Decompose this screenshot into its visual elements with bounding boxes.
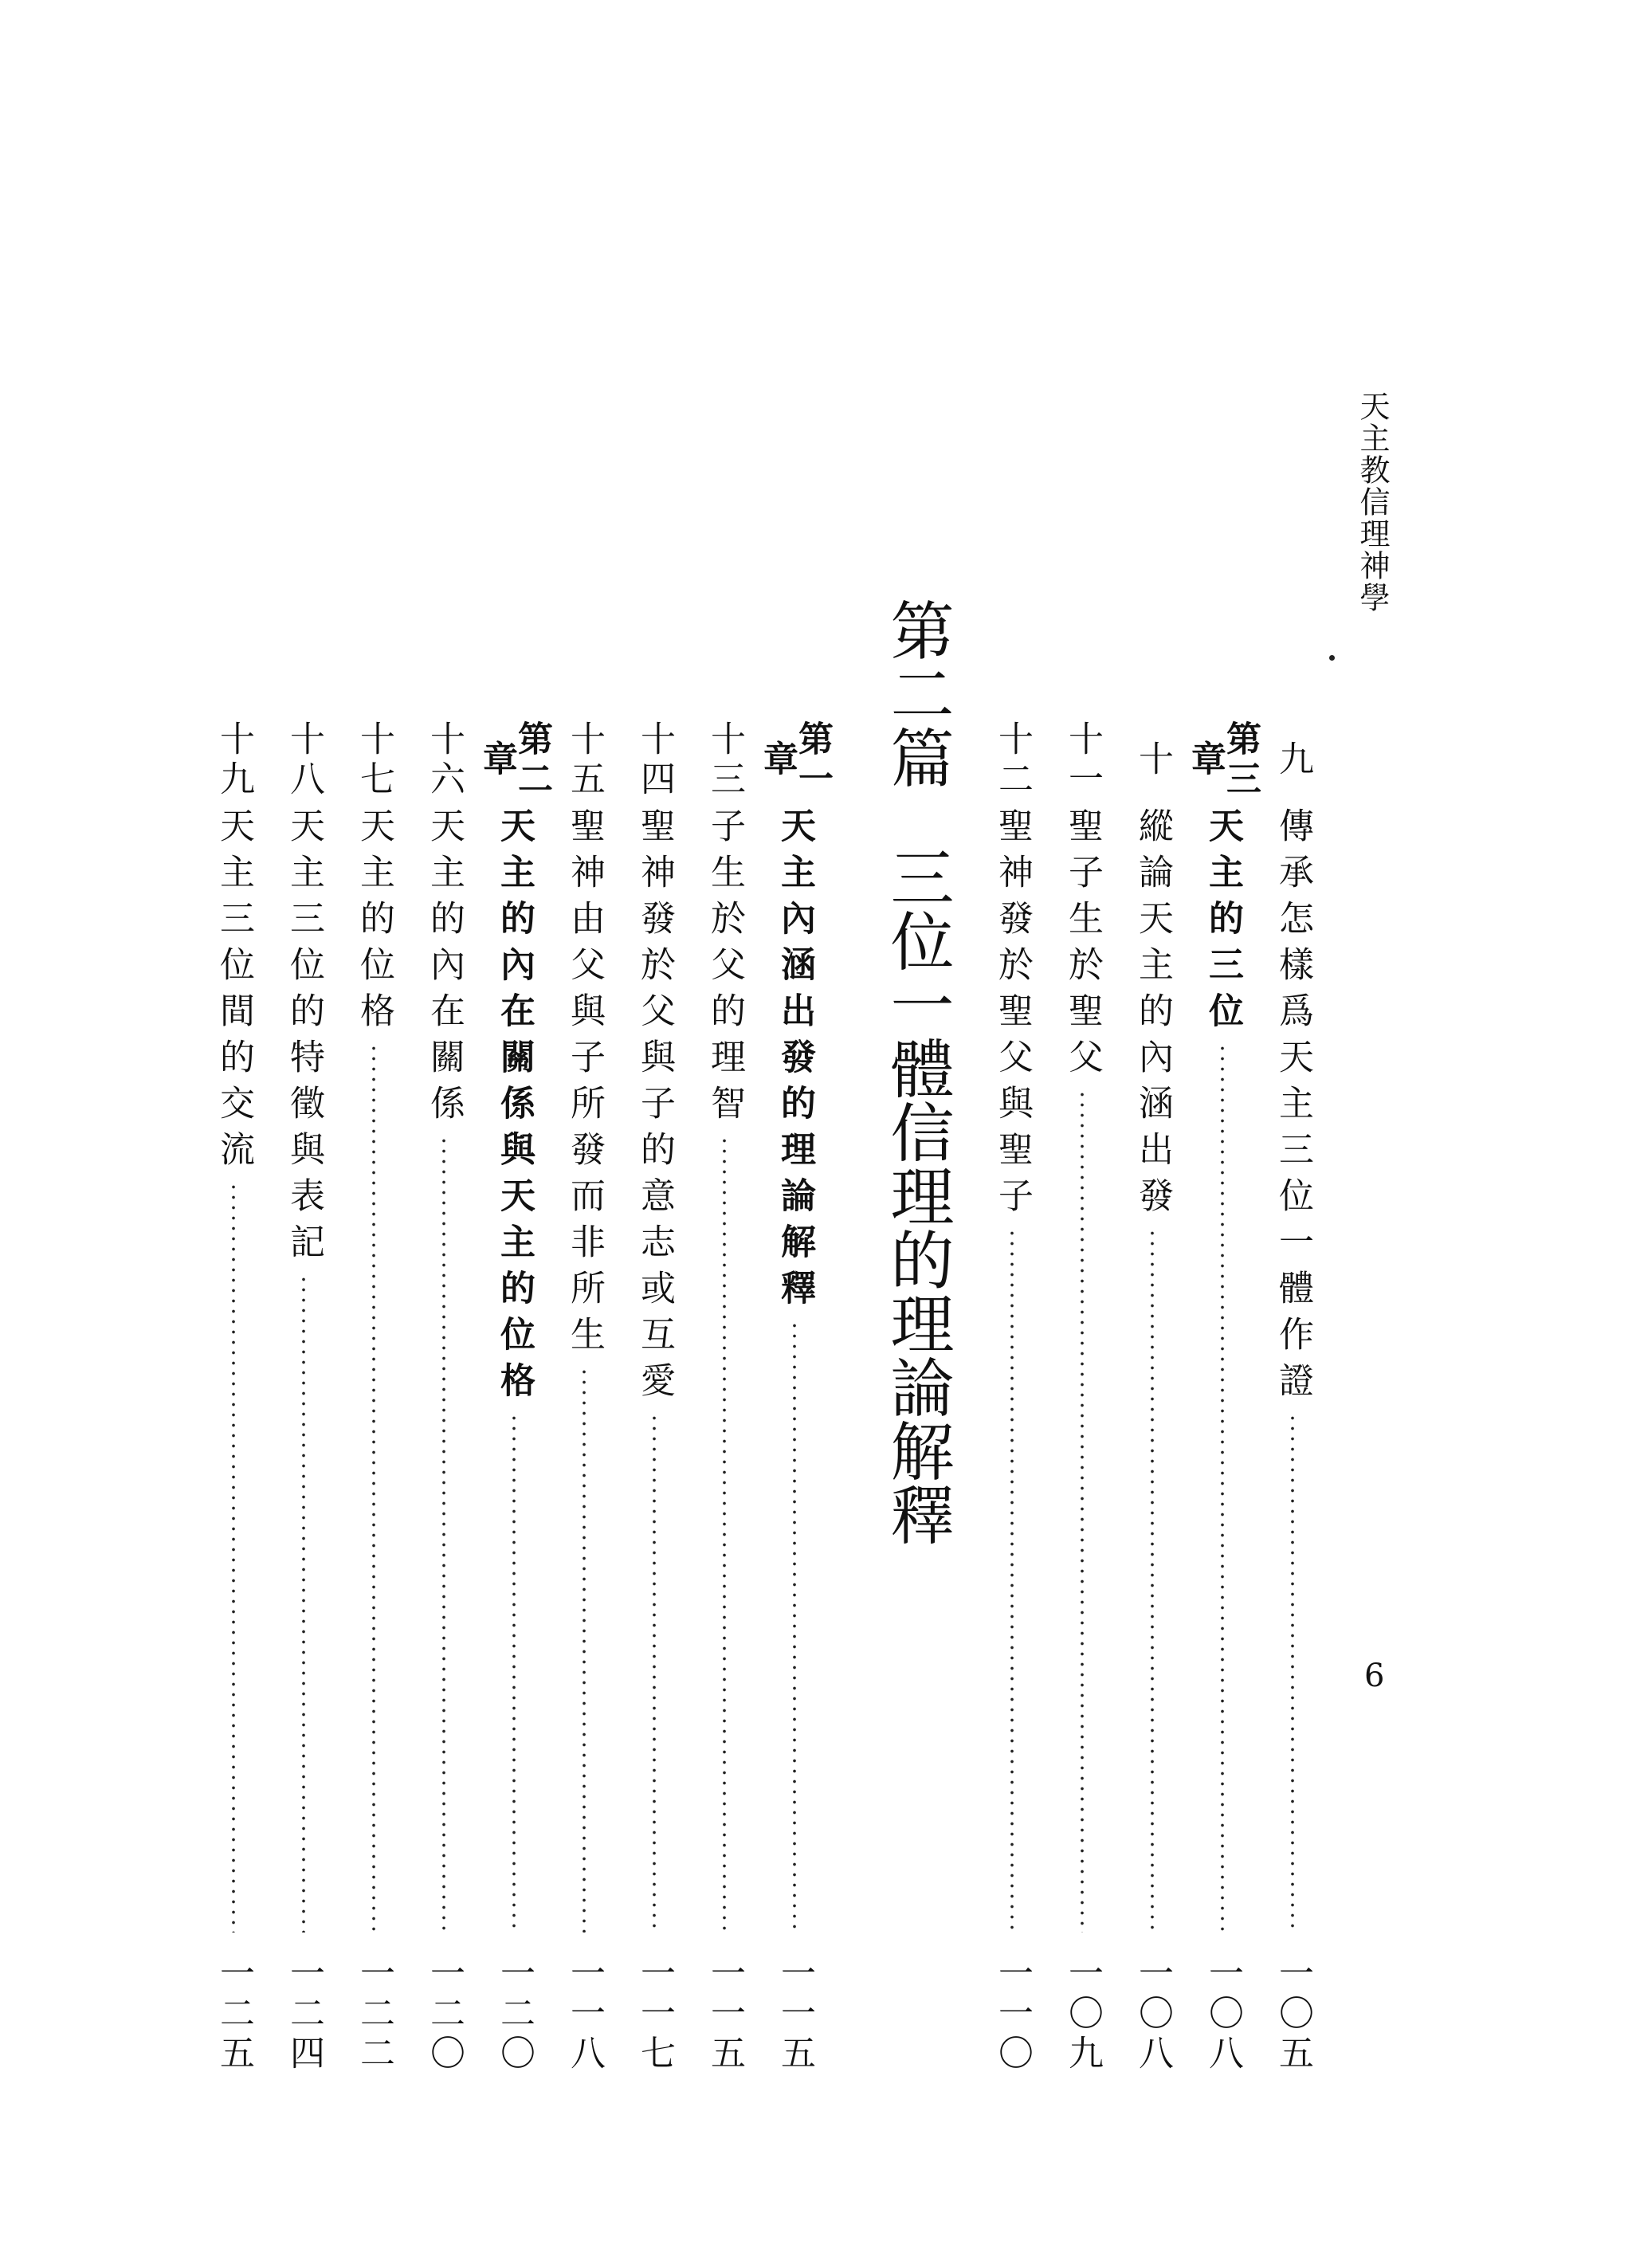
toc-entry-page: 一二〇 [494,1954,535,2074]
toc-entry-number: 十 [1132,740,1173,780]
toc-entry [695,713,754,2088]
toc-entry-title: 天主的內在關係與天主的位格 [494,807,535,1408]
toc-entry-page: 一二二 [354,1954,394,2074]
toc-entry-number: 十九 [214,720,254,800]
toc-entry [625,713,684,2088]
toc-entry [274,713,333,2088]
dot-leader [302,1274,305,1933]
toc-entry-number: 九 [1273,740,1313,780]
toc-entry-number: 十二 [992,720,1033,800]
toc-entry-number: 十四 [634,720,675,800]
dot-leader [512,1413,516,1933]
toc-entry [1053,713,1112,2088]
toc-entry-title: 聖神發於父與子的意志或互愛 [634,807,675,1408]
toc-entry-number: 十三 [704,720,745,800]
dot-leader [653,1413,656,1933]
dot-leader [583,1367,586,1933]
toc-entry [204,713,263,2088]
toc-entry-page: 一二五 [214,1954,254,2074]
dot-leader [1010,1228,1014,1933]
toc-chapter [1185,713,1261,2088]
toc-chapter [477,713,552,2088]
toc-entry-title: 天主的三位 [1202,807,1243,1038]
toc-entry-number: 第一章 [757,720,833,800]
ink-mark [1329,655,1335,661]
dot-leader [1081,1089,1084,1933]
toc-entry-title: 天主的內在關係 [424,807,465,1131]
toc-entry-title: 聖子生於聖父 [1062,807,1103,1085]
toc-entry-number: 十七 [354,720,394,800]
running-header: 天主教信理神學 [1355,390,1390,614]
toc-entry-page: 一二〇 [424,1954,465,2074]
toc-entry-title: 聖神由父與子所發而非所生 [564,807,605,1362]
toc-entry-title: 天主三位間的交流 [214,807,254,1177]
toc-entry-page: 一二四 [284,1954,324,2074]
toc-entry [555,713,614,2088]
toc-entry-page: 一一〇 [992,1954,1033,2074]
dot-leader [372,1043,375,1933]
part-number: 第二篇 [880,598,954,789]
toc-entry-page: 一一五 [775,1954,815,2074]
toc-entry-page: 一〇八 [1202,1954,1243,2074]
dot-leader [442,1136,445,1933]
toc-entry-page: 一〇九 [1062,1954,1103,2074]
toc-entry-number: 第二章 [477,720,552,800]
toc-entry-number: 十五 [564,720,605,800]
dot-leader [793,1320,796,1933]
dot-leader [1291,1413,1294,1933]
toc-entry-number: 十六 [424,720,465,800]
toc-chapter [757,713,833,2088]
toc-entry-title: 天主內涵出發的理論解釋 [775,807,815,1316]
dot-leader [1221,1043,1224,1933]
toc-entry [1263,713,1322,2088]
dot-leader [232,1182,235,1933]
toc-entry-title: 聖神發於聖父與聖子 [992,807,1033,1223]
toc-entry-number: 十一 [1062,720,1103,800]
toc-entry-title: 縱論天主的內涵出發 [1132,807,1173,1223]
toc-entry-page: 一〇八 [1132,1954,1173,2074]
toc-entry-page: 一一七 [634,1954,675,2074]
toc-entry [1123,713,1182,2088]
toc-entry-page: 一一八 [564,1954,605,2074]
toc-entry-title: 天主三位的特徵與表記 [284,807,324,1269]
toc-entry [414,713,473,2088]
dot-leader [723,1136,726,1933]
part-title: 三位一體信理的理論解釋 [880,845,954,1546]
toc-entry-page: 一一五 [704,1954,745,2074]
dot-leader [1151,1228,1154,1933]
part-heading [861,598,954,1546]
toc-entry-title: 子生於父的理智 [704,807,745,1131]
toc-entry-title: 天主的位格 [354,807,394,1038]
toc-entry-number: 第三章 [1185,720,1261,800]
toc-entry [983,713,1042,2088]
page-number: 6 [1364,1658,1385,1694]
toc-entry [344,713,403,2088]
toc-entry-page: 一〇五 [1273,1954,1313,2074]
toc-entry-title: 傳承怎樣爲天主三位一體作證 [1273,807,1313,1408]
toc-entry-number: 十八 [284,720,324,800]
